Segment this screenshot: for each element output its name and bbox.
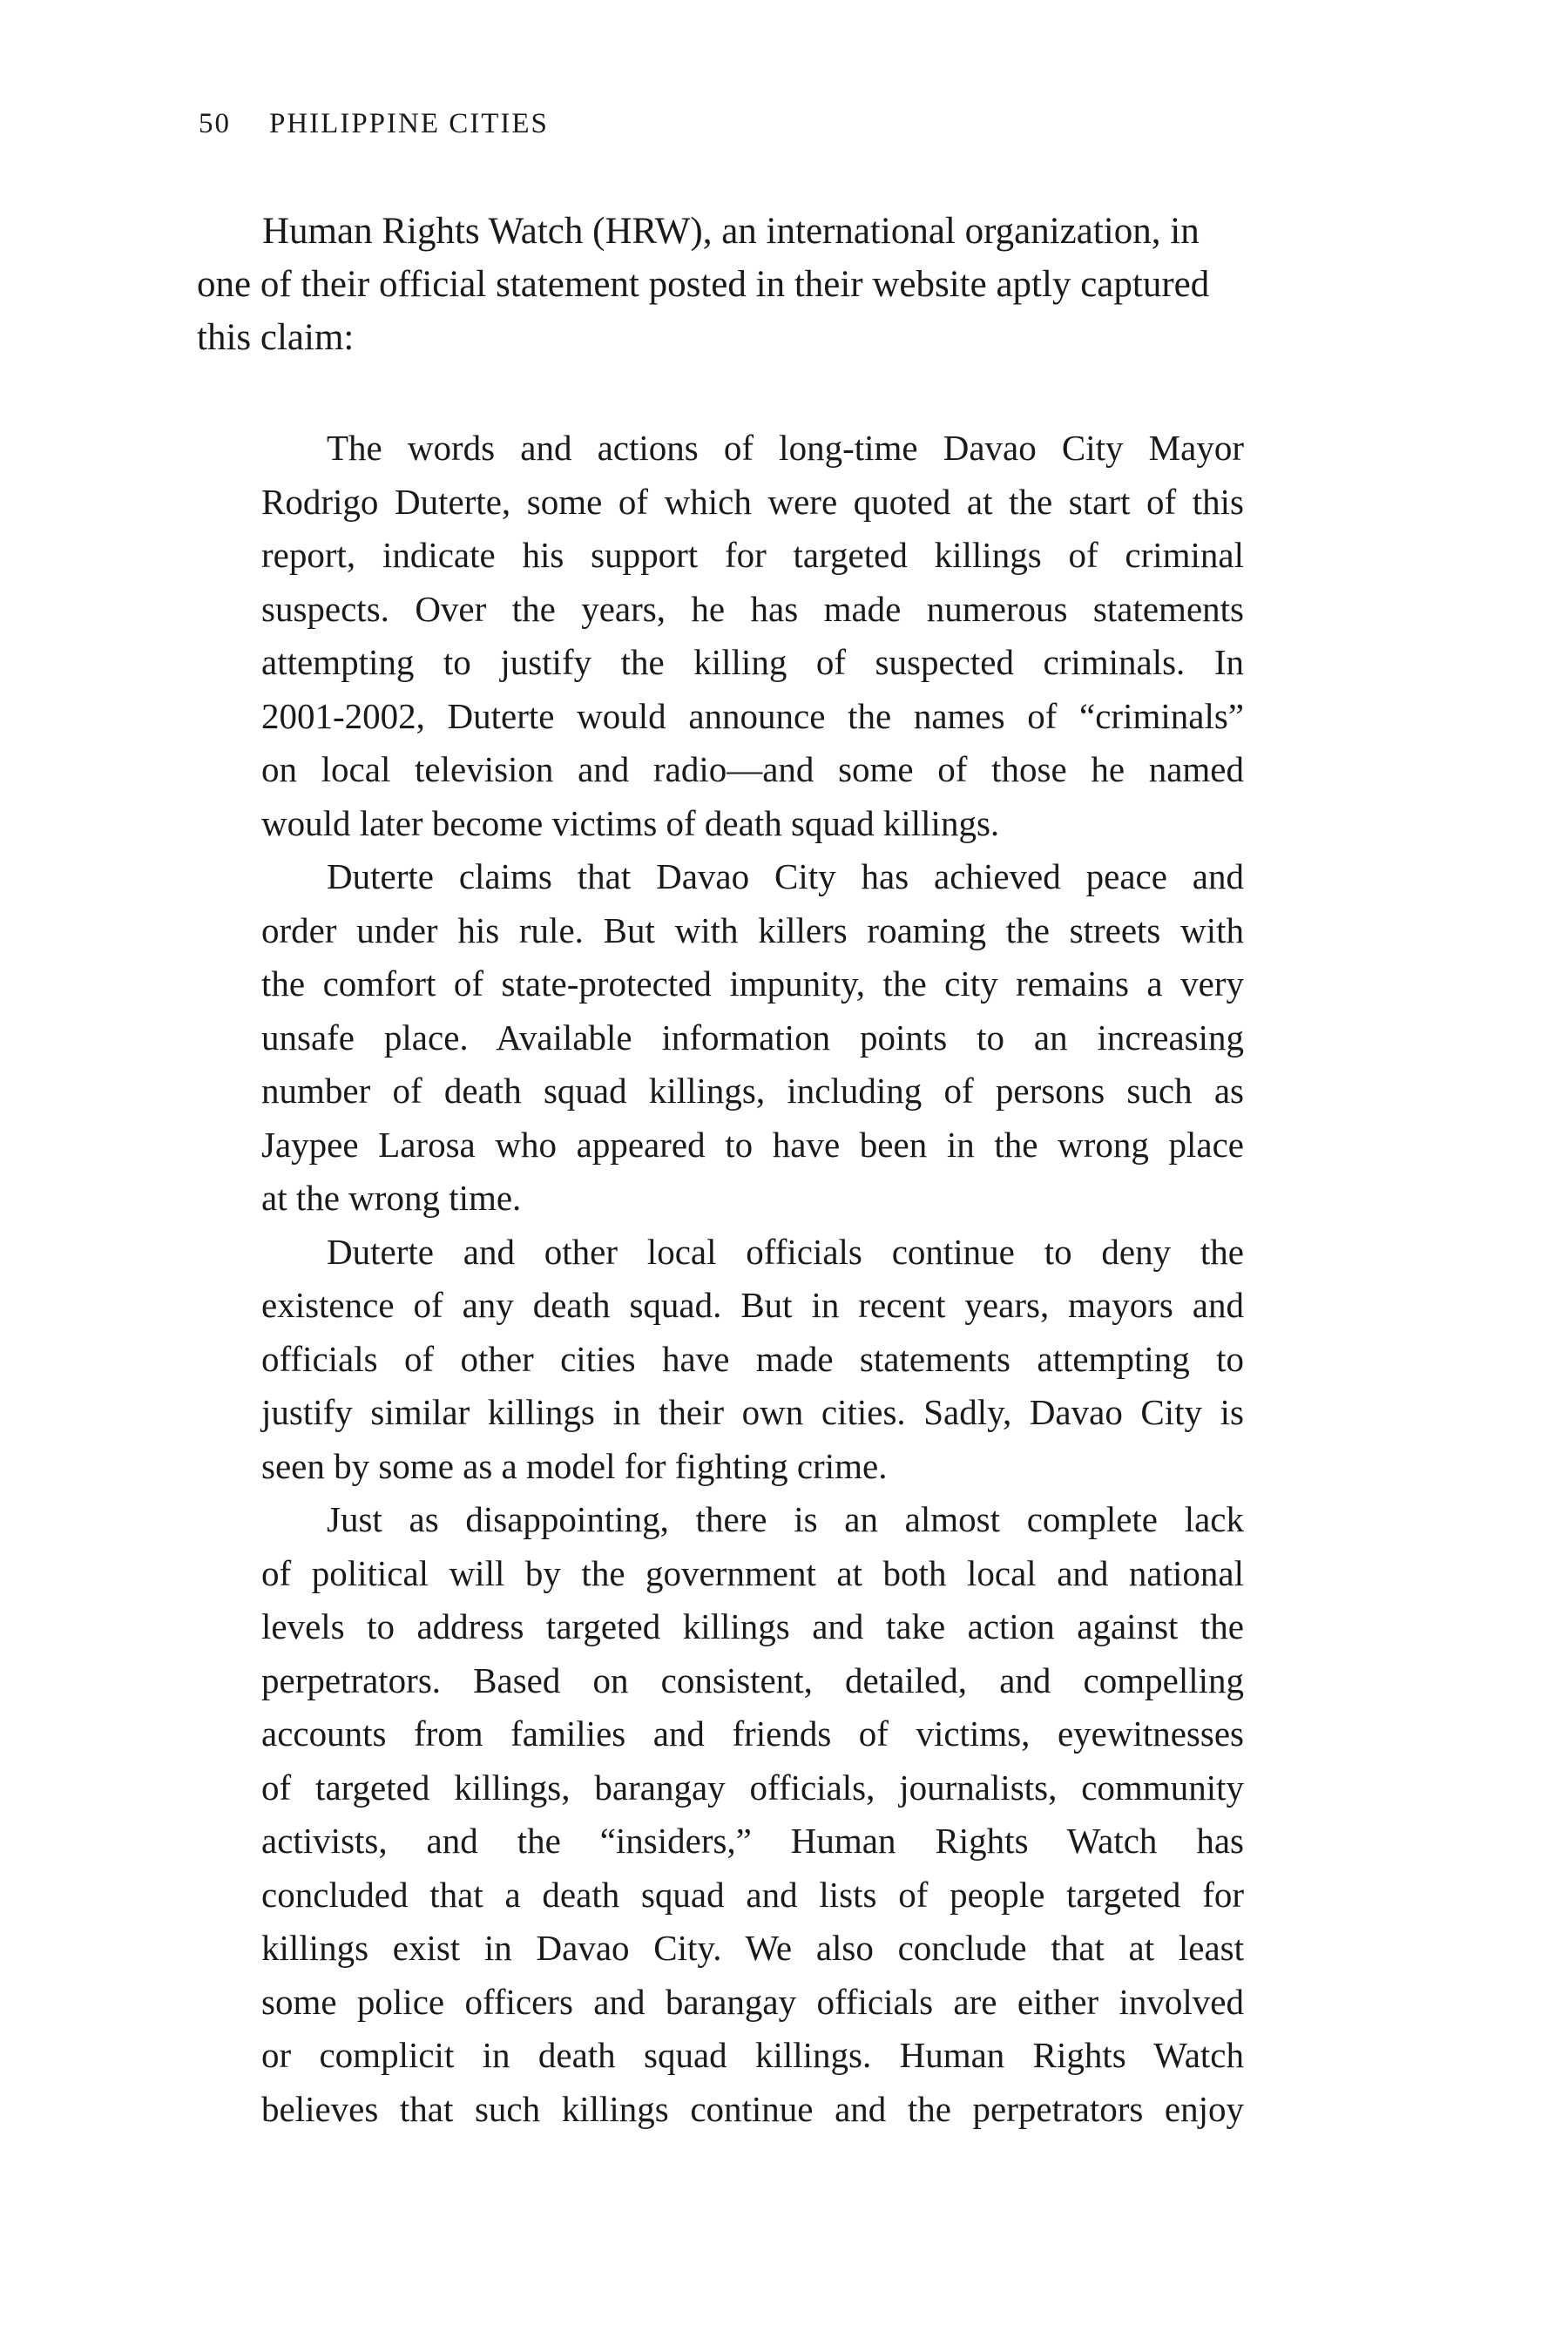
quote-line: number of death squad killings, including of persons such as (261, 1071, 1244, 1111)
intro-line: this claim: (197, 317, 355, 358)
quote-line: Duterte claims that Davao City has achieved peace and (327, 856, 1244, 896)
quote-line: Duterte and other local officials continue to deny the (327, 1231, 1244, 1272)
quote-line: activists, and the “insiders,” Human Rights Watch has (261, 1821, 1244, 1861)
quote-line: or complicit in death squad killings. Human Rights Watch (261, 2035, 1244, 2075)
quote-line: seen by some as a model for fighting crime. (261, 1445, 888, 1486)
quote-line: some police officers and barangay officials are either involved (261, 1981, 1244, 2022)
quote-line: concluded that a death squad and lists of people targeted for (261, 1874, 1244, 1915)
block-quote (261, 422, 1244, 2136)
quote-line: the comfort of state-protected impunity, the city remains a very (261, 963, 1244, 1004)
quote-line: unsafe place. Available information points to an increasing (261, 1017, 1244, 1058)
quote-line: killings exist in Davao City. We also conclude that at least (261, 1928, 1244, 1968)
quote-paragraph (261, 1493, 1244, 2136)
quote-line: existence of any death squad. But in recent years, mayors and (261, 1285, 1244, 1325)
quote-line: accounts from families and friends of victims, eyewitnesses (261, 1713, 1244, 1754)
quote-line: report, indicate his support for targeted killings of criminal (261, 535, 1244, 575)
quote-line: at the wrong time. (261, 1178, 522, 1218)
quote-line: Jaypee Larosa who appeared to have been in the wrong place (261, 1124, 1244, 1165)
quote-line: attempting to justify the killing of suspected criminals. In (261, 642, 1244, 682)
quote-line: believes that such killings continue and the perpetrators enjoy (261, 2088, 1244, 2129)
quote-line: on local television and radio—and some of those he named (261, 749, 1244, 789)
quote-paragraph (261, 1226, 1244, 1494)
quote-line: justify similar killings in their own cities. Sadly, Davao City is (261, 1392, 1244, 1432)
quote-paragraph (261, 422, 1244, 850)
running-head-title: PHILIPPINE CITIES (269, 108, 549, 139)
quote-line: The words and actions of long-time Davao City Mayor (327, 428, 1244, 468)
quote-line: Rodrigo Duterte, some of which were quoted at the start of this (261, 481, 1244, 522)
intro-paragraph (197, 205, 1312, 364)
quote-paragraph (261, 850, 1244, 1226)
quote-line: officials of other cities have made statements attempting to (261, 1338, 1244, 1379)
intro-line: one of their official statement posted in their website aptly captured (197, 264, 1210, 305)
quote-line: order under his rule. But with killers roaming the streets with (261, 909, 1244, 950)
quote-line: of targeted killings, barangay officials, journalists, community (261, 1767, 1244, 1808)
quote-line: of political will by the government at both local and national (261, 1552, 1244, 1593)
quote-line: would later become victims of death squad killings. (261, 802, 1000, 843)
running-head (199, 106, 549, 141)
intro-line: Human Rights Watch (HRW), an international organization, in (262, 211, 1200, 252)
quote-line: suspects. Over the years, he has made numerous statements (261, 588, 1244, 629)
quote-line: levels to address targeted killings and take action against the (261, 1606, 1244, 1646)
quote-line: Just as disappointing, there is an almost complete lack (327, 1499, 1244, 1539)
quote-line: 2001-2002, Duterte would announce the names of “criminals” (261, 695, 1244, 736)
page-number: 50 (199, 108, 231, 139)
quote-line: perpetrators. Based on consistent, detailed, and compelling (261, 1659, 1244, 1700)
